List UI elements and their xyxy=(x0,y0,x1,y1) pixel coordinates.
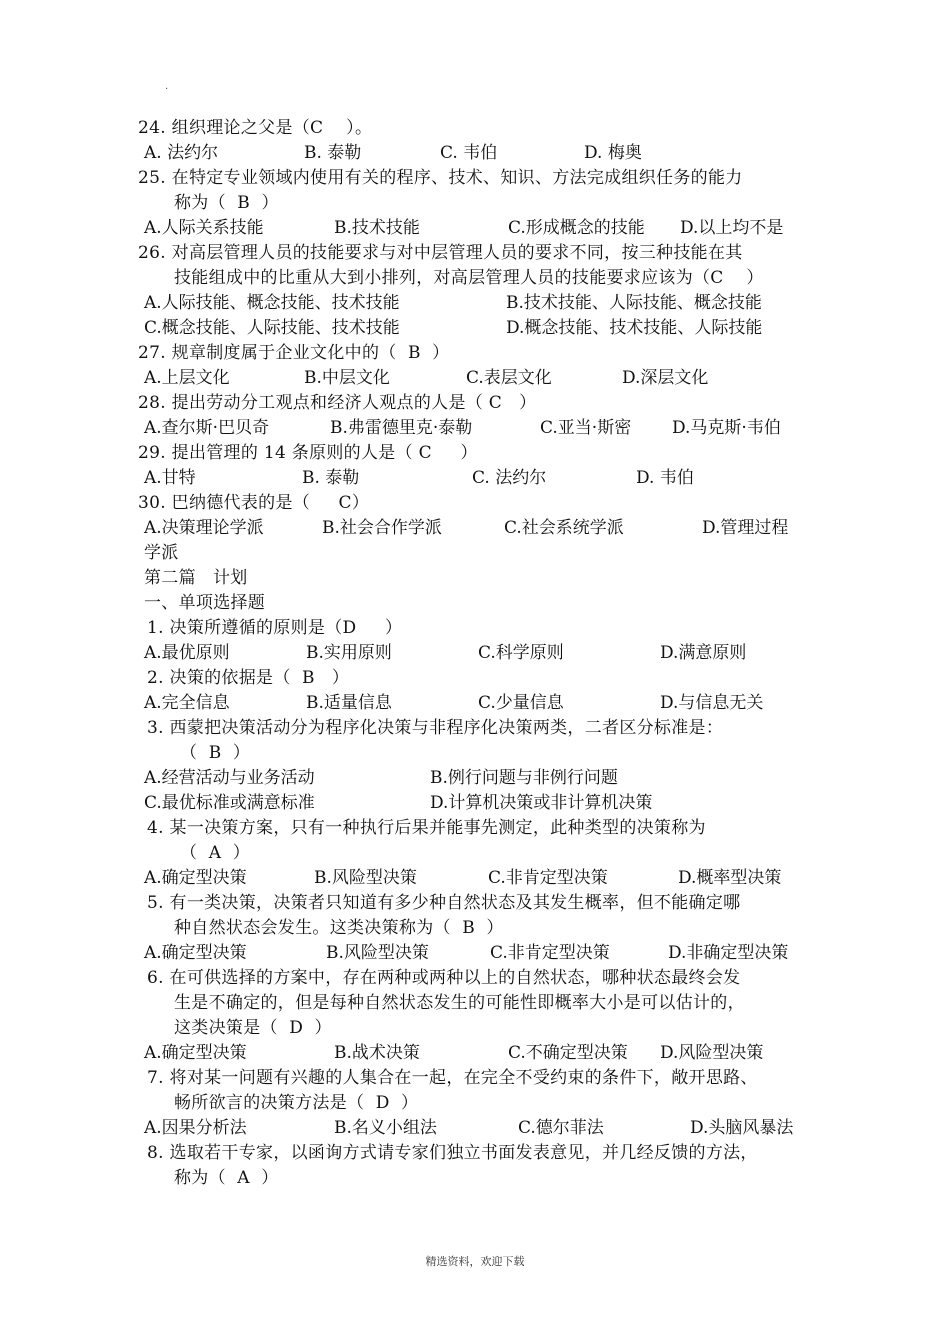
page-mark: · xyxy=(165,84,169,95)
answer-option: D.管理过程 xyxy=(702,518,789,538)
answer-option: C.亚当·斯密 xyxy=(540,418,632,438)
answer-option: A.确定型决策 xyxy=(144,868,247,888)
answer-option: B.中层文化 xyxy=(304,368,390,388)
text-line: 30. 巴纳德代表的是（ C） xyxy=(138,493,370,513)
answer-option: C. 韦伯 xyxy=(440,143,498,163)
answer-option: B.社会合作学派 xyxy=(322,518,442,538)
answer-option: A.人际关系技能 xyxy=(144,218,264,238)
answer-option: A. 法约尔 xyxy=(144,143,219,163)
page-footer: 精选资料，欢迎下载 xyxy=(425,1255,525,1268)
text-line: 一、单项选择题 xyxy=(144,593,266,613)
answer-option: C.最优标准或满意标准 xyxy=(144,793,315,813)
text-line: 第二篇 计划 xyxy=(144,568,248,588)
answer-option: A.上层文化 xyxy=(144,368,230,388)
answer-option: D.与信息无关 xyxy=(660,693,764,713)
answer-option: A.确定型决策 xyxy=(144,943,247,963)
answer-option: D.以上均不是 xyxy=(680,218,784,238)
answer-option: C.德尔菲法 xyxy=(518,1118,604,1138)
answer-option: A.甘特 xyxy=(144,468,196,488)
answer-option: C.非肯定型决策 xyxy=(490,943,610,963)
text-line: 6. 在可供选择的方案中，存在两种或两种以上的自然状态，哪种状态最终会发 xyxy=(147,968,741,988)
answer-option: D.深层文化 xyxy=(622,368,709,388)
text-line: 28. 提出劳动分工观点和经济人观点的人是（ C ） xyxy=(138,393,537,413)
answer-option: C.形成概念的技能 xyxy=(508,218,645,238)
answer-option: A.人际技能、概念技能、技术技能 xyxy=(144,293,400,313)
text-line: 3. 西蒙把决策活动分为程序化决策与非程序化决策两类，二者区分标准是： xyxy=(147,718,724,738)
answer-option: C.表层文化 xyxy=(466,368,552,388)
text-line: 4. 某一决策方案，只有一种执行后果并能事先测定，此种类型的决策称为 xyxy=(147,818,706,838)
answer-option: C. 法约尔 xyxy=(472,468,547,488)
answer-option: B. 泰勒 xyxy=(302,468,360,488)
answer-option: D.满意原则 xyxy=(660,643,747,663)
text-line: 畅所欲言的决策方法是（ D ） xyxy=(174,1093,419,1113)
text-line: 称为（ A ） xyxy=(174,1168,279,1188)
answer-option: C.概念技能、人际技能、技术技能 xyxy=(144,318,400,338)
answer-option: B.风险型决策 xyxy=(314,868,417,888)
answer-option: B. 泰勒 xyxy=(304,143,362,163)
answer-option: A.经营活动与业务活动 xyxy=(144,768,315,788)
answer-option: B.战术决策 xyxy=(334,1043,420,1063)
text-line: 25. 在特定专业领域内使用有关的程序、技术、知识、方法完成组织任务的能力 xyxy=(138,168,743,188)
answer-option: B.弗雷德里克·泰勒 xyxy=(330,418,473,438)
answer-option: B.例行问题与非例行问题 xyxy=(430,768,618,788)
text-line: 26. 对高层管理人员的技能要求与对中层管理人员的要求不同，按三种技能在其 xyxy=(138,243,743,263)
text-line: 技能组成中的比重从大到小排列，对高层管理人员的技能要求应该为（C ） xyxy=(174,268,764,288)
answer-option: B.技术技能、人际技能、概念技能 xyxy=(506,293,762,313)
answer-option: A.确定型决策 xyxy=(144,1043,247,1063)
answer-option: C.不确定型决策 xyxy=(508,1043,628,1063)
answer-option: B.名义小组法 xyxy=(334,1118,437,1138)
text-line: （ B ） xyxy=(180,743,251,763)
text-line: （ A ） xyxy=(180,843,250,863)
answer-option: D. 韦伯 xyxy=(636,468,694,488)
answer-option: A.决策理论学派 xyxy=(144,518,264,538)
answer-option: D.计算机决策或非计算机决策 xyxy=(430,793,653,813)
answer-option: B.技术技能 xyxy=(334,218,420,238)
text-line: 8. 选取若干专家，以函询方式请专家们独立书面发表意见，并几经反馈的方法， xyxy=(147,1143,758,1163)
answer-option: D.概念技能、技术技能、人际技能 xyxy=(506,318,763,338)
answer-option: A.因果分析法 xyxy=(144,1118,247,1138)
text-line: 生是不确定的，但是每种自然状态发生的可能性即概率大小是可以估计的， xyxy=(174,993,745,1013)
text-line: 这类决策是（ D ） xyxy=(174,1018,332,1038)
answer-option: D.概率型决策 xyxy=(678,868,782,888)
answer-option: C.少量信息 xyxy=(478,693,564,713)
answer-option: C.社会系统学派 xyxy=(504,518,624,538)
text-line: 1. 决策所遵循的原则是（D ） xyxy=(147,618,403,638)
text-line: 29. 提出管理的 14 条原则的人是（ C ） xyxy=(138,443,478,463)
answer-option: A.最优原则 xyxy=(144,643,230,663)
answer-option: A.完全信息 xyxy=(144,693,230,713)
text-line: 称为（ B ） xyxy=(174,193,279,213)
text-line: 学派 xyxy=(144,543,179,563)
answer-option: B.适量信息 xyxy=(306,693,392,713)
answer-option: A.查尔斯·巴贝奇 xyxy=(144,418,270,438)
answer-option: D.风险型决策 xyxy=(660,1043,764,1063)
answer-option: B.风险型决策 xyxy=(326,943,429,963)
text-line: 24. 组织理论之父是（C ）。 xyxy=(138,118,373,138)
answer-option: D.马克斯·韦伯 xyxy=(672,418,781,438)
text-line: 5. 有一类决策，决策者只知道有多少种自然状态及其发生概率，但不能确定哪 xyxy=(147,893,741,913)
answer-option: C.科学原则 xyxy=(478,643,564,663)
answer-option: B.实用原则 xyxy=(306,643,392,663)
text-line: 2. 决策的依据是（ B ） xyxy=(147,668,350,688)
text-line: 27. 规章制度属于企业文化中的（ B ） xyxy=(138,343,450,363)
answer-option: D. 梅奥 xyxy=(584,143,642,163)
text-line: 种自然状态会发生。这类决策称为（ B ） xyxy=(174,918,504,938)
answer-option: D.头脑风暴法 xyxy=(690,1118,794,1138)
answer-option: C.非肯定型决策 xyxy=(488,868,608,888)
answer-option: D.非确定型决策 xyxy=(668,943,789,963)
text-line: 7. 将对某一问题有兴趣的人集合在一起，在完全不受约束的条件下，敞开思路、 xyxy=(147,1068,758,1088)
